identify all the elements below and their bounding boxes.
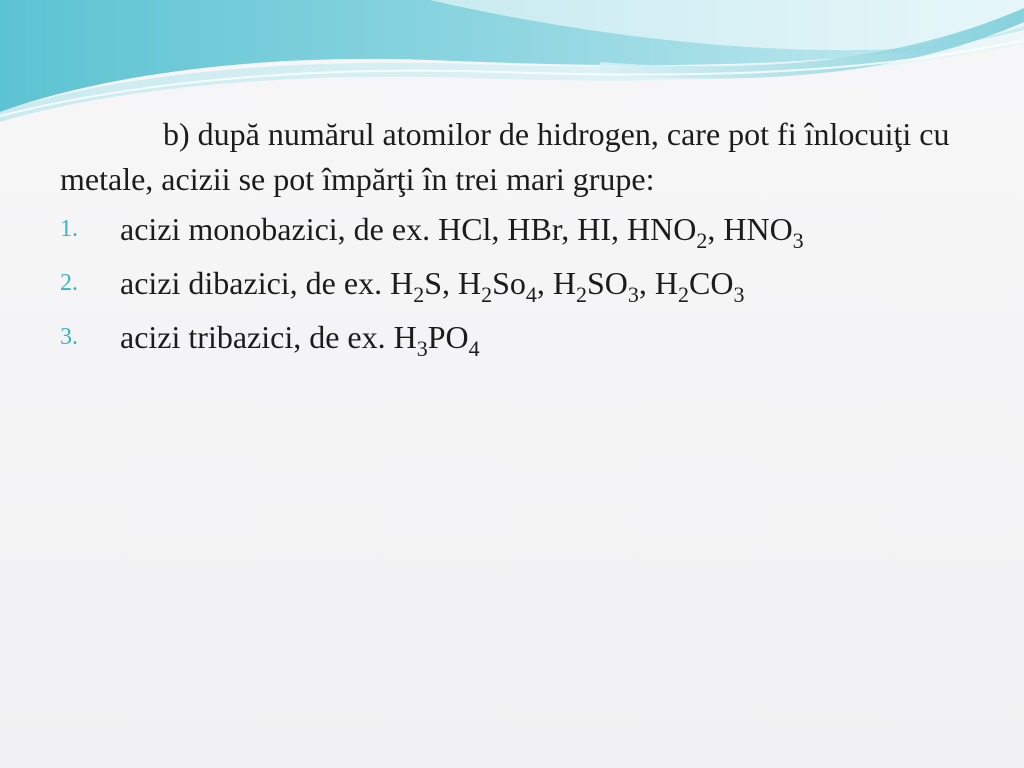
formula-subscript: 4 xyxy=(468,336,480,361)
list-item-prefix: acizi tribazici, de ex. xyxy=(120,319,394,355)
list-item-text xyxy=(120,265,745,307)
formula-subscript: 2 xyxy=(481,282,493,307)
formula-subscript: 3 xyxy=(733,282,745,307)
acid-group-list xyxy=(60,202,970,364)
list-item-text xyxy=(120,319,480,361)
formula-subscript: 2 xyxy=(678,282,690,307)
header-wave-decoration xyxy=(0,0,1024,125)
intro-paragraph: b) după numărul atomilor de hidrogen, care pot fi înlocuiţi cu metale, acizii se pot împărţi în trei mari grupe: xyxy=(60,116,950,197)
formula-text: So xyxy=(492,265,526,301)
formula-subscript: 2 xyxy=(696,228,708,253)
formula-text: H xyxy=(390,265,414,301)
list-item xyxy=(60,310,970,364)
list-item xyxy=(60,202,970,256)
formula-text: , H xyxy=(536,265,576,301)
list-item-text xyxy=(120,211,804,253)
formula-subscript: 3 xyxy=(792,228,804,253)
formula-text: , HNO xyxy=(707,211,793,247)
list-item xyxy=(60,256,970,310)
list-item-number: 1. xyxy=(60,216,78,242)
formula-text: S, H xyxy=(424,265,482,301)
list-item-number: 2. xyxy=(60,270,78,296)
formula-subscript: 2 xyxy=(413,282,425,307)
formula-text: CO xyxy=(689,265,734,301)
slide-body xyxy=(60,112,970,364)
list-item-prefix: acizi dibazici, de ex. xyxy=(120,265,391,301)
formula-subscript: 3 xyxy=(416,336,428,361)
formula-text: , H xyxy=(638,265,679,301)
formula-subscript: 4 xyxy=(525,282,537,307)
formula-text: H xyxy=(393,319,417,355)
formula-subscript: 3 xyxy=(627,282,639,307)
list-item-prefix: acizi monobazici, de ex. xyxy=(120,211,439,247)
formula-subscript: 2 xyxy=(576,282,587,307)
formula-text: SO xyxy=(587,265,628,301)
formula-text: HCl, HBr, HI, HNO xyxy=(438,211,697,247)
formula-text: PO xyxy=(427,319,469,355)
list-item-number: 3. xyxy=(60,324,78,350)
